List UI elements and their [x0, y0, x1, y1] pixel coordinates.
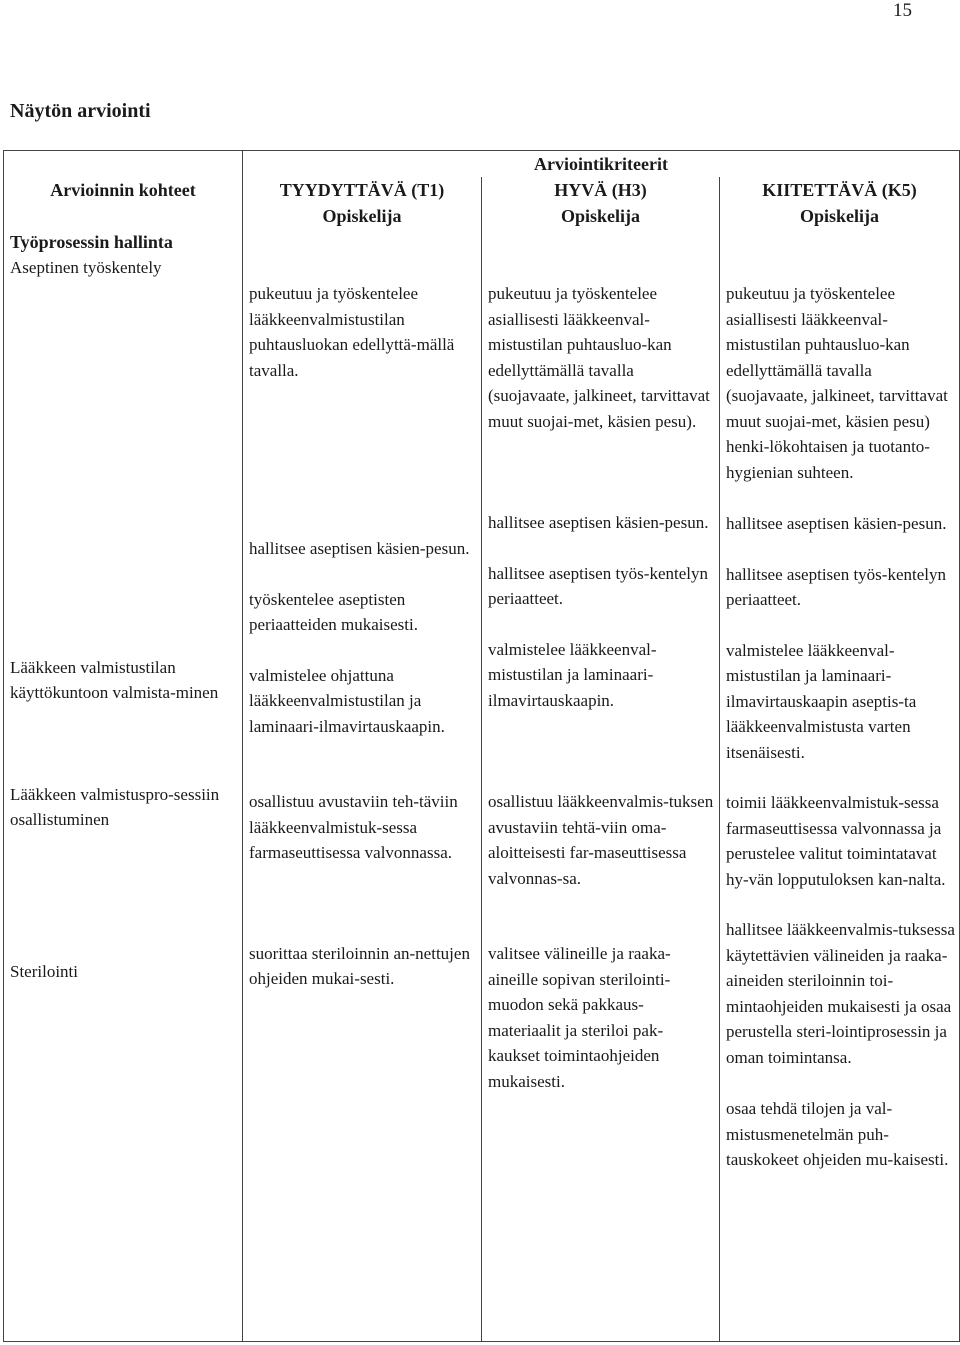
t1-cell — [243, 229, 482, 1342]
t1-aseptic-2: hallitsee aseptisen käsien-pesun. — [249, 539, 470, 558]
h3-sterile: valitsee välineille ja raaka-aineille sopivan sterilointi-muodon sekä pakkaus-materiaalit ja steriloi pak-kaukset toimintaohjeiden mukaisesti. — [488, 944, 671, 1091]
row-label-cell — [4, 229, 243, 1342]
subject-spacer — [4, 203, 243, 229]
table-row — [4, 229, 960, 1342]
group-title: Työprosessin hallinta — [10, 232, 173, 252]
row-label: Lääkkeen valmistuspro-sessiin osallistuminen — [10, 784, 220, 829]
subject-h3: Opiskelija — [482, 203, 720, 229]
page-number: 15 — [893, 0, 912, 21]
row-label: Sterilointi — [10, 961, 78, 981]
evaluation-table — [3, 150, 960, 1342]
h3-prep: valmistelee lääkkeenval-mistustilan ja laminaari-ilmavirtauskaapin. — [488, 639, 657, 710]
k5-sterile-1: hallitsee lääkkeenvalmis-tuksessa käytettävien välineiden ja raaka-aineiden steriloinnin toi-mintaohjeiden mukaisesti ja osaa perustella steri-lointiprosessin ja oman toimintansa. — [726, 920, 955, 1067]
h3-aseptic-1: pukeutuu ja työskentelee asiallisesti lääkkeenval-mistustilan puhtausluo-kan edellyttämällä tavalla (suojavaate, jalkineet, tarvittavat muut suojai-met, käsien pesu). — [488, 284, 710, 431]
h3-cell — [482, 229, 720, 1342]
t1-sterile: suorittaa steriloinnin an-nettujen ohjeiden mukai-sesti. — [249, 943, 470, 988]
h3-aseptic-2: hallitsee aseptisen käsien-pesun. — [488, 513, 709, 532]
criteria-title: Arviointikriteerit — [243, 151, 960, 178]
t1-aseptic-1: pukeutuu ja työskentelee lääkkeenvalmistustilan puhtausluokan edellyttä-mällä tavalla. — [249, 284, 455, 380]
h3-aseptic-3: hallitsee aseptisen työs-kentelyn periaatteet. — [488, 563, 708, 608]
target-title: Arvioinnin kohteet — [4, 177, 243, 203]
header-target-spacer — [4, 151, 243, 178]
t1-prep: valmistelee ohjattuna lääkkeenvalmistustilan ja laminaari-ilmavirtauskaapin. — [249, 665, 445, 736]
k5-sterile-2: osaa tehdä tilojen ja val-mistusmenetelmän puh-tauskokeet ohjeiden mu-kaisesti. — [726, 1099, 949, 1169]
t1-aseptic-3: työskentelee aseptisten periaatteiden mukaisesti. — [249, 589, 418, 634]
header-row-subject — [4, 203, 960, 229]
t1-process: osallistuu avustaviin teh-täviin lääkkeenvalmistuk-sessa farmaseuttisessa valvonnassa. — [249, 792, 458, 862]
k5-prep: valmistelee lääkkeenval-mistustilan ja laminaari-ilmavirtauskaapin aseptis-ta lääkkeenvalmistusta varten itsenäisesti. — [726, 640, 917, 762]
level-h3: HYVÄ (H3) — [482, 177, 720, 203]
level-t1: TYYDYTTÄVÄ (T1) — [243, 177, 482, 203]
h3-process: osallistuu lääkkeenvalmis-tuksen avustaviin tehtä-viin oma-aloitteisesti far-maseuttisessa valvonnas-sa. — [488, 792, 714, 888]
k5-aseptic-1: pukeutuu ja työskentelee asiallisesti lääkkeenval-mistustilan puhtausluo-kan edellyttämällä tavalla (suojavaate, jalkineet, tarvittavat muut suojai-met, käsien pesu) henki-lökohtaisen ja tuotanto-hygienian suhteen. — [726, 284, 948, 482]
k5-cell — [720, 229, 960, 1342]
section-title: Näytön arviointi — [10, 100, 151, 122]
k5-aseptic-3: hallitsee aseptisen työs-kentelyn periaatteet. — [726, 564, 946, 609]
subject-t1: Opiskelija — [243, 203, 482, 229]
row-label: Aseptinen työskentely — [10, 258, 162, 277]
row-label: Lääkkeen valmistustilan käyttökuntoon valmista-minen — [10, 657, 219, 702]
subject-k5: Opiskelija — [720, 203, 960, 229]
level-k5: KIITETTÄVÄ (K5) — [720, 177, 960, 203]
header-row-criteria — [4, 151, 960, 178]
header-row-levels — [4, 177, 960, 203]
k5-process: toimii lääkkeenvalmistuk-sessa farmaseuttisessa valvonnassa ja perustelee valitut toimintatavat hy-vän lopputuloksen kan-nalta. — [726, 793, 946, 889]
k5-aseptic-2: hallitsee aseptisen käsien-pesun. — [726, 514, 947, 533]
